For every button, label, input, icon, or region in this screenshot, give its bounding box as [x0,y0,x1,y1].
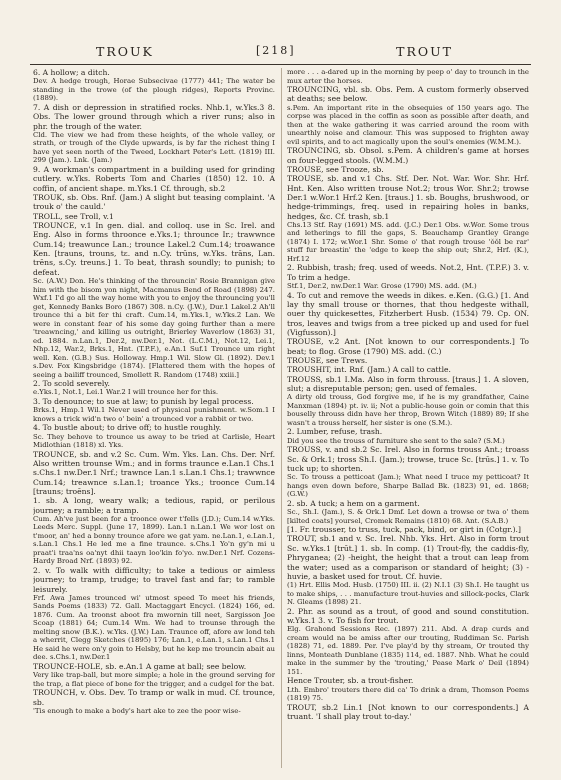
entry-paragraph: [1. Fr. trousser, to truss, tuck, pack, bind, or girt in (Cotgr.).] [287,525,521,535]
citation-paragraph: Sc., Sh.I. (Jam.), S. & Ork.1 Dmf. Let down a trowse or twa o' them [kilted coats] yoursel, Cromek Remains (1810) 68. Ant. (S.A.B.) [287,508,529,525]
citation-paragraph: Did you see the trouss of furniture she sent to the sale? (S.M.) [287,436,505,445]
entry-paragraph: TROUNCE, sb. and v.2 Sc. Cum. Wm. Yks. Lan. Chs. Der. Nrf. Also written trounse Wm.; and in forms traunce e.Lan.1 Chs.1 s.Chs.1 nw.Der.1 Nrf.; trawnce Lan.1 s.Lan.1 Chs.1; trawwnce Cum.14; treawnce s.Lan.1; troance Yks.; troonce Cum.14 [trauns; troēns]. [33,449,275,496]
citation-paragraph: Brks.1, Hmp.1 Wil.1 Never used of physical punishment. w.Som.1 I knows a trick wid'n two o' bein' a trounced vor a rabbit or two. [33,406,275,423]
entry-paragraph: TROUNCING, vbl. sb. Obs. Pem. A custom formerly observed at deaths; see below. [287,85,529,104]
entry-paragraph: 4. To bustle about; to drive off; to hustle roughly. [33,423,222,433]
left-column [33,68,275,768]
citation-paragraph: A dirty old trouss, God forgive me, if he is my grandfather, Caine Manxman (1894) pt. iv. ii; Not a public-house goin or comin that this bouselly throuss didn have her throp, Brown Witch (1889) 89; If she wasn't a trouss herself, her sister is one (S.M.). [287,393,529,427]
entry-paragraph: 4. To cut and remove the weeds in dikes. e.Ken. (G.G.) [1. And lay thy small trouse or thornes, that thou hedgeste withall, ouer thy quickesettes, Fitzherbert Husb. (1534) 79. Cp. ON. tros, leaves and twigs from a tree picked up and used for fuel (Vigfusson).] [287,290,529,337]
entry-paragraph: Hence Trouter, sb. a trout-fisher. [287,676,414,686]
header-right-word: TROUT [396,44,453,59]
citation-paragraph: Elg. Grahond Sessions Rec. (1897) 211. Abd. A drap curds and cream would na be amiss after our trouting, Ruddiman Sc. Parish (1828) 71, ed. 1889. Per. I've play'd by thy stream, Or trouted thy linns, Monteath Dunblane (1835) 114, ed. 1887. Nhb. What he could make in the summer by the 'trouting,' Pease Mark o' Deil (1894) 151. [287,625,529,676]
header-left-word: TROUK [96,44,154,59]
entry-paragraph: TROUSS, v. and sb.2 Sc. Irel. Also in forms trouss Ant.; troass Sc. & Ork.1; tross Sh.I. (Jam.); trowse, truce Sc. [trūs.] 1. v. To tuck up; to shorten. [287,445,529,473]
entry-paragraph: TROUSE, see Trews. [287,356,368,366]
citation-paragraph: Sc. (A.W.) Don. He's thinking of the throuncin' Rosie Brannigan give him with the bisom yon night, Macmanus Bend of Road (1898) 247. Wxf.1 I'd go all the way home with you to enjoy the throuncing you'll get, Kennedy Banks Boro (1867) 308. n.Cy. (J.W.), Dur.1 Lakel.2 Ah'll trounce thi a bit fer thi craft. Cum.14, m.Yks.1, w.Yks.2 Lan. We were in constant fear of his some day going further than a mere 'treawncing,' and killing us outright, Brierley Waverlow (1863) 31, ed. 1884. n.Lan.1, Der.2, nw.Der.1, Not. (L.C.M.), Not.12, Lei.1, Nhp.12, War.2, Brks.1, Hnt. (T.P.F.), e.An.1 Suf.1 Trounce um right well. Ken. (G.B.) Sus. Holloway. Hmp.1 Wil. Slow Gl. (1892). Dev.1 s.Dev. Fox Kingsbridge (1874). [Flattered them with the hopes of seeing a bailiff trounced, Smollett R. Random (1748) xxiii.] [33,277,275,379]
citation-paragraph: Cum. Ah've just been for a troonce ower t'fells (J.D.); Cum.14 w.Yks. Leeds Merc. Suppl. (June 17, 1899). Lan.1 n.Lan.1 We wor lost on t'moor, an' hed a bonny trounce afore we gat yam. ne.Lan.1, e.Lan.1, s.Lan.1 Chs.1 He led me a fine traunce. s.Chs.1 Yo'n gy'n mi u praat'i traa'ns oa'nyt dhii taayn loo'kin fo'yo. nw.Der.1 Nrf. Cozens-Hardy Broad Nrf. (1893) 92. [33,514,275,566]
entry-paragraph: 2. sb. A tuck; a hem on a garment. [287,498,420,508]
entry-paragraph: 2. v. To walk with difficulty; to take a tedious or aimless journey; to tramp, trudge; to travel fast and far; to ramble leisurely. [33,565,275,594]
entry-paragraph: TROUSE, see Trooze, sb. [287,164,384,174]
entry-paragraph: 3. To denounce; to sue at law; to punish by legal process. [33,396,254,406]
entry-paragraph: 9. A workman's compartment in a building used for grinding cutlery. w.Yks. Roberts Tom and Charles (1850) 12. 10. A coffin, of ancient shape. m.Yks.1 Cf. through, sb.2 [33,164,275,193]
citation-paragraph: Chs.13 Stf. Ray (1691) MS. add. (J.C.) Der.1 Obs. w.Wor. Some trous and letherings to fill the gaps, S. Beauchamp Grantley Grange (1874) I. 172; w.Wor.1 Shr. Some o' that rough trouse 'ŏŏl be rar' stuff fur breastin' the 'edge to keep the ship out; Shr.2, Hrf. (K.), Hrf.12 [287,220,529,263]
entry-paragraph: TROUSHIT, int. Rnf. (Jam.) A call to cattle. [287,365,451,375]
header-rule [30,64,531,65]
entry-paragraph: TROUT, sb.2 Lin.1 [Not known to our correspondents.] A truant. 'I shall play trout to-day.' [287,702,529,722]
entry-paragraph: 2. Lumber, refuse, trash. [287,427,383,437]
entry-paragraph: 6. A hollow; a ditch. [33,68,110,77]
entry-paragraph: 1. sb. A long, weary walk; a tedious, rapid, or perilous journey; a ramble; a tramp. [33,496,275,515]
citation-paragraph: Stf.1, Der.2, nw.Der.1 War. Grose (1790) MS. add. (M.) [287,282,477,291]
entry-paragraph: TROLL, see Troll, v.1 [33,211,114,221]
entry-paragraph: 2. To scold severely. [33,379,110,388]
citation-paragraph: (1) Hrt. Ellis Mod. Husb. (1750) III. ii. (2) N.I.1 (3) Sh.I. He taught us to make ships, . . . manufacture trout-huvies and sillock-pocks, Clark N. Gleams (1898) 21. [287,581,529,607]
right-column [287,68,529,768]
entry-paragraph: TROUSE, v.2 Ant. [Not known to our correspondents.] To beat; to flog. Grose (1790) MS. add. (C.) [287,337,529,356]
entry-paragraph: TROUSE, sb. and v.1 Chs. Stf. Der. Not. War. Wor. Shr. Hrf. Hnt. Ken. Also written trouse Not.2; trous Wor. Shr.2; trowse Der.1 w.Wor.1 Hrf.2 Ken. [traus.] 1. sb. Boughs, brushwood, or hedge-trimmings, freq. used in repairing holes in banks, hedges, &c. Cf. trash, sb.1 [287,174,529,221]
entry-paragraph: TROUNCE, v.1 In gen. dial. and colloq. use in Sc. Irel. and Eng. Also in forms throonce e.Yks.1; throunce Ir.; trawwnce Cum.14; treawunce Lan.; trounce Lakel.2 Cum.14; troawance Ken. [trauns, trouns, tɛ. and n.Cy. trūns, w.Yks. trāns, Lan. trēns, s.Cy. treuns.] 1. To beat, thrash soundly; to punish; to defeat. [33,220,275,277]
entry-paragraph: TROUT, sb.1 and v. Sc. Irel. Nhb. Yks. Hrt. Also in form trout Sc. w.Yks.1 [trūt.] 1. sb. In comp. (1) Trout-fly, the caddis-fly, Phryganea; (2) -height, the height that a trout can leap from the water; used as a comparison or standard of height; (3) -huvie, a basket used for trout. Cf. huvie. [287,534,529,581]
page-header [30,44,531,62]
column-divider [281,68,282,768]
citation-paragraph: more . . . a-dared up in the morning by peep o' day to trounch in the mux arter the horses. [287,68,529,85]
citation-paragraph: Frf. Awa James trounced wi' utmost speed To meet his friends, Sands Poems (1833) 72. Gall. Mactaggart Encycl. (1824) 166, ed. 1876. Cum. Aa troonst aboot fra mwornin till neet, Sargisson Joe Scoap (1881) 64; Cum.14 Wm. We had to trounse through the melting snow (B.K.). w.Yks. (J.W.) Lan. Traunce off, afore aw lond teh a wherrit, Clegg Sketches (1895) 176; Lan.1, e.Lan.1, s.Lan.1 Chs.1 He said he were on'y goin to Helsby, but he kep me trouncin abait au dee. s.Chs.1, nw.Der.1 [33,593,275,662]
entry-paragraph: TROUNCH, v. Obs. Dev. To tramp or walk in mud. Cf. trounce, sb. [33,688,275,707]
page-number: [218] [256,44,296,57]
citation-paragraph: 'Tis enough to make a body's hart ake to zee the poor wise- [33,707,241,715]
citation-paragraph: Sc. To trouss a petticoat (Jam.); What need I truce my petticoat? It hangs even down before, Sharpe Ballad Bk. (1823) 91, ed. 1868; (G.W.) [287,473,529,499]
entry-paragraph: TROUSS, sb.1 I.Ma. Also in form throuss. [traus.] 1. A sloven, slut; a disreputable person; gen. used of females. [287,374,529,394]
citation-paragraph: s.Pem. An important rite in the obsequies of 150 years ago. The corpse was placed in the coffin as soon as possible after death, and then at the wake gathering it was carried around the room with unearthly noise and clamour. This was supposed to frighten away evil spirits, and to act magically upon the soul's enemies (W.M.M.). [287,103,529,146]
entry-paragraph: 7. A dish or depression in stratified rocks. Nhb.1, w.Yks.3 8. Obs. The lower ground through which a river runs; also in phr. the trough of the water. [33,102,275,131]
entry-paragraph: TROUK, sb. Obs. Rnf. (Jam.) A slight but teasing complaint. 'A trouk o' the cauld.' [33,192,275,212]
citation-paragraph: Dev. A hedge trough, Horae Subsecivae (1777) 441; The water be standing in the trowe (of the plough ridges), Reports Provinc. (1889). [33,77,275,103]
citation-paragraph: e.Yks.1, Not.1, Lei.1 War.2 I will trounce her for this. [33,388,219,397]
entry-paragraph: TROUNCING, sb. Obsol. s.Pem. A children's game at horses on four-legged stools. (W.M.M.) [287,146,529,165]
entry-paragraph: 2. Rubbish, trash; freq. used of weeds. Not.2, Hnt. (T.P.F.) 3. v. To trim a hedge. [287,263,529,282]
citation-paragraph: Cld. The view we had from these heights, of the whole valley, or strath, or trough of the Clyde upwards, is by far the richest thing I have yet seen north of the Tweed, Lockhart Peter's Lett. (1819) III. 299 (Jam.). Lnk. (Jam.) [33,130,275,165]
entry-paragraph: 2. Phr. as sound as a trout, of good and sound constitution. w.Yks.1 3. v. To fish for trout. [287,606,529,626]
citation-paragraph: Lth. Embro' trouters there did ca' To drink a dram, Thomson Poems (1819) 75. [287,685,529,703]
entry-paragraph: TROUNCE-HOLE, sb. e.An.1 A game at ball; see below. [33,661,247,671]
citation-paragraph: Sc. They behove to trounce us away to be tried at Carlisle, Heart Midlothian (1818) xl. Yks. [33,432,275,450]
citation-paragraph: Very like trap-ball, but more simple; a hole in the ground serving for the trap, a flat piece of bone for the trigger, and a cudgel for the bat. [33,671,275,688]
